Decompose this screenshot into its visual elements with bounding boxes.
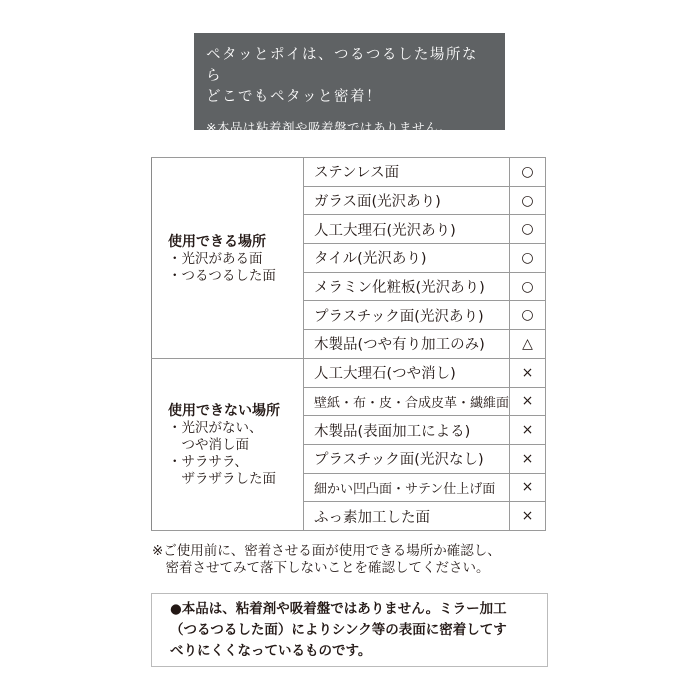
surface-item: タイル(光沢あり) [303, 244, 509, 273]
info-line: べりにくくなっているものです。 [170, 643, 372, 659]
surface-item: プラスチック面(光沢あり) [303, 301, 509, 330]
surface-item: 人工大理石(つや消し) [303, 358, 509, 387]
suitability-mark: × [509, 358, 545, 387]
category-bullet: ・光沢がない、 [168, 420, 263, 437]
category-bullet: ・光沢がある面 [168, 250, 263, 267]
category-bullet: ・つるつるした面 [168, 267, 276, 284]
suitability-mark: × [509, 444, 545, 473]
suitability-mark: △ [509, 330, 545, 359]
suitability-mark: ○ [509, 158, 545, 187]
usage-note [152, 543, 501, 577]
usage-table [151, 157, 546, 531]
banner-headline [206, 45, 493, 108]
surface-item: メラミン化粧板(光沢あり) [303, 272, 509, 301]
banner-sub: ※本品は粘着剤や吸着盤ではありません。 [206, 120, 452, 135]
surface-item: 木製品(つや有り加工のみ) [303, 330, 509, 359]
suitability-mark: × [509, 387, 545, 416]
suitability-mark: ○ [509, 301, 545, 330]
category-title: 使用できない場所 [168, 403, 280, 420]
category-cell [152, 158, 304, 359]
table-row [152, 158, 546, 187]
suitability-mark: ○ [509, 272, 545, 301]
surface-item: 木製品(表面加工による) [303, 416, 509, 445]
surface-item: 人工大理石(光沢あり) [303, 215, 509, 244]
category-bullet: つや消し面 [168, 437, 249, 454]
suitability-mark: × [509, 502, 545, 531]
category-title: 使用できる場所 [168, 233, 266, 250]
note-line: ※ご使用前に、密着させる面が使用できる場所か確認し、 [152, 543, 501, 559]
suitability-mark: ○ [509, 244, 545, 273]
info-box [151, 593, 548, 667]
surface-item: 細かい凹凸面・サテン仕上げ面 [303, 473, 509, 502]
surface-item: ステンレス面 [303, 158, 509, 187]
surface-item: ふっ素加工した面 [303, 502, 509, 531]
info-line: ●本品は、粘着剤や吸着盤ではありません。ミラー加工 [170, 601, 507, 617]
headline-line: どこでもペタッと密着！ [206, 89, 382, 105]
surface-item: ガラス面(光沢あり) [303, 186, 509, 215]
surface-item: プラスチック面(光沢なし) [303, 444, 509, 473]
category-bullet: ザラザラした面 [168, 471, 276, 488]
category-bullet: ・サラサラ、 [168, 454, 248, 471]
suitability-mark: ○ [509, 215, 545, 244]
suitability-mark: × [509, 473, 545, 502]
suitability-mark: × [509, 416, 545, 445]
category-cell [152, 358, 304, 530]
headline-banner [194, 33, 505, 135]
surface-item: 壁紙・布・皮・合成皮革・繊維面 [303, 387, 509, 416]
suitability-mark: ○ [509, 186, 545, 215]
table-row [152, 358, 546, 387]
headline-line: ペタッとポイは、つるつるした場所なら [206, 47, 478, 84]
note-line: 密着させてみて落下しないことを確認してください。 [152, 560, 490, 576]
info-line: （つるつるした面）によりシンク等の表面に密着してす [170, 622, 507, 638]
